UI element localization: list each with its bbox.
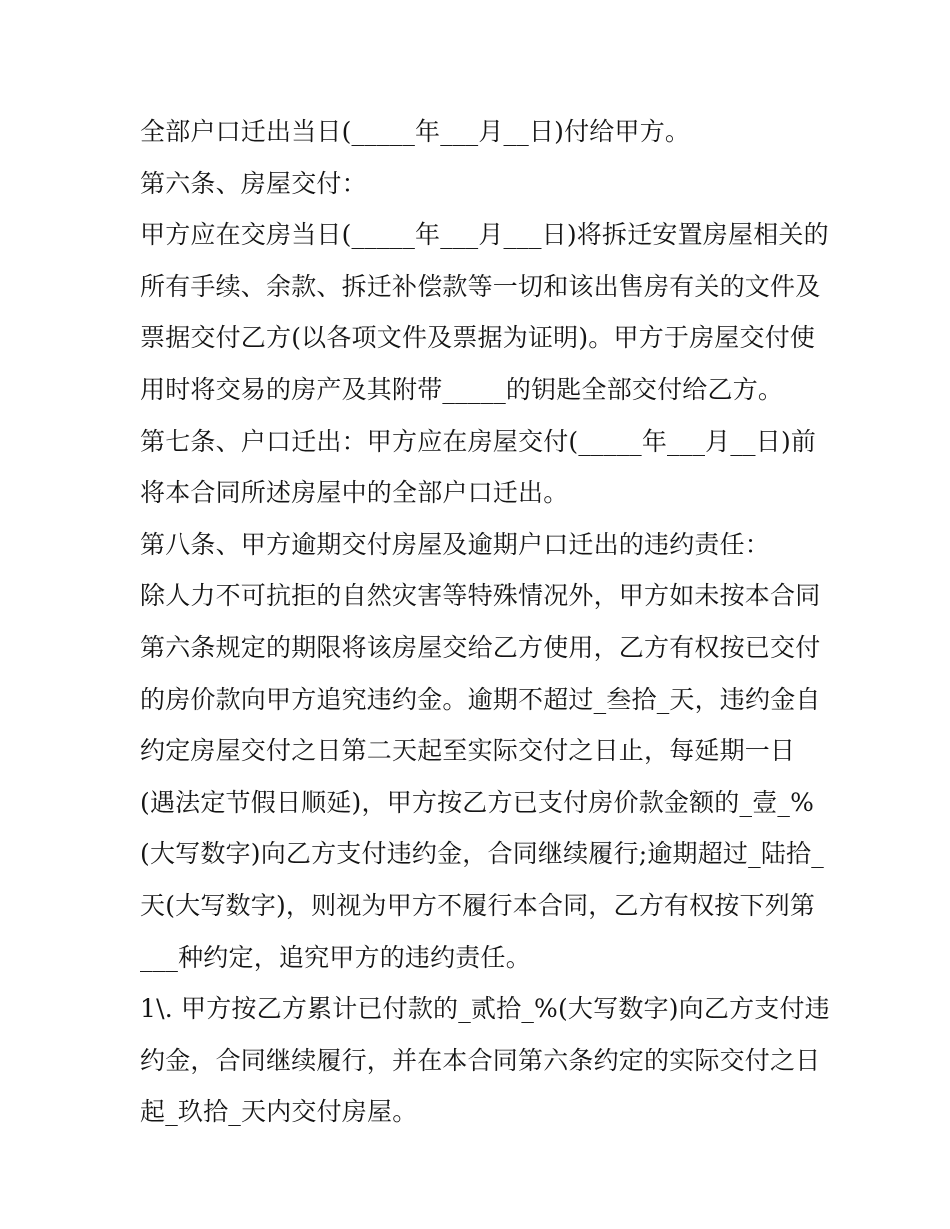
document-body <box>140 106 830 1138</box>
text-line-15: (大写数字)向乙方支付违约金，合同继续履行;逾期超过_陆拾_ <box>140 839 824 869</box>
text-line-17: ___种约定，追究甲方的违约责任。 <box>140 942 531 972</box>
text-line-11: 第六条规定的期限将该房屋交给乙方使用，乙方有权按已交付 <box>140 632 821 662</box>
text-line-7: 第七条、户口迁出：甲方应在房屋交付(_____年___月__日)前 <box>140 426 817 456</box>
text-line-3: 甲方应在交房当日(_____年___月___日)将拆迁安置房屋相关的 <box>140 220 829 250</box>
text-line-16: 天(大写数字)，则视为甲方不履行本合同，乙方有权按下列第 <box>140 890 816 920</box>
text-line-20: 起_玖拾_天内交付房屋。 <box>140 1097 418 1127</box>
text-line-18: 1\. 甲方按乙方累计已付款的_贰拾_%(大写数字)向乙方支付违 <box>140 994 830 1024</box>
text-line-5: 票据交付乙方(以各项文件及票据为证明)。甲方于房屋交付使 <box>140 323 816 353</box>
text-line-8: 将本合同所述房屋中的全部户口迁出。 <box>140 478 569 508</box>
text-line-19: 约金，合同继续履行，并在本合同第六条约定的实际交付之日 <box>140 1045 821 1075</box>
text-line-12: 的房价款向甲方追究违约金。逾期不超过_叁拾_天，违约金自 <box>140 684 821 714</box>
text-line-2: 第六条、房屋交付： <box>140 168 367 198</box>
text-line-9: 第八条、甲方逾期交付房屋及逾期户口迁出的违约责任： <box>140 529 771 559</box>
text-line-14: (遇法定节假日顺延)，甲方按乙方已支付房价款金额的_壹_% <box>140 787 815 817</box>
text-line-13: 约定房屋交付之日第二天起至实际交付之日止，每延期一日 <box>140 736 796 766</box>
text-line-1: 全部户口迁出当日(_____年___月__日)付给甲方。 <box>140 117 691 146</box>
text-line-4: 所有手续、余款、拆迁补偿款等一切和该出售房有关的文件及 <box>140 271 821 301</box>
text-line-6: 用时将交易的房产及其附带_____的钥匙全部交付给乙方。 <box>140 374 784 404</box>
text-line-10: 除人力不可抗拒的自然灾害等特殊情况外，甲方如未按本合同 <box>140 581 821 611</box>
